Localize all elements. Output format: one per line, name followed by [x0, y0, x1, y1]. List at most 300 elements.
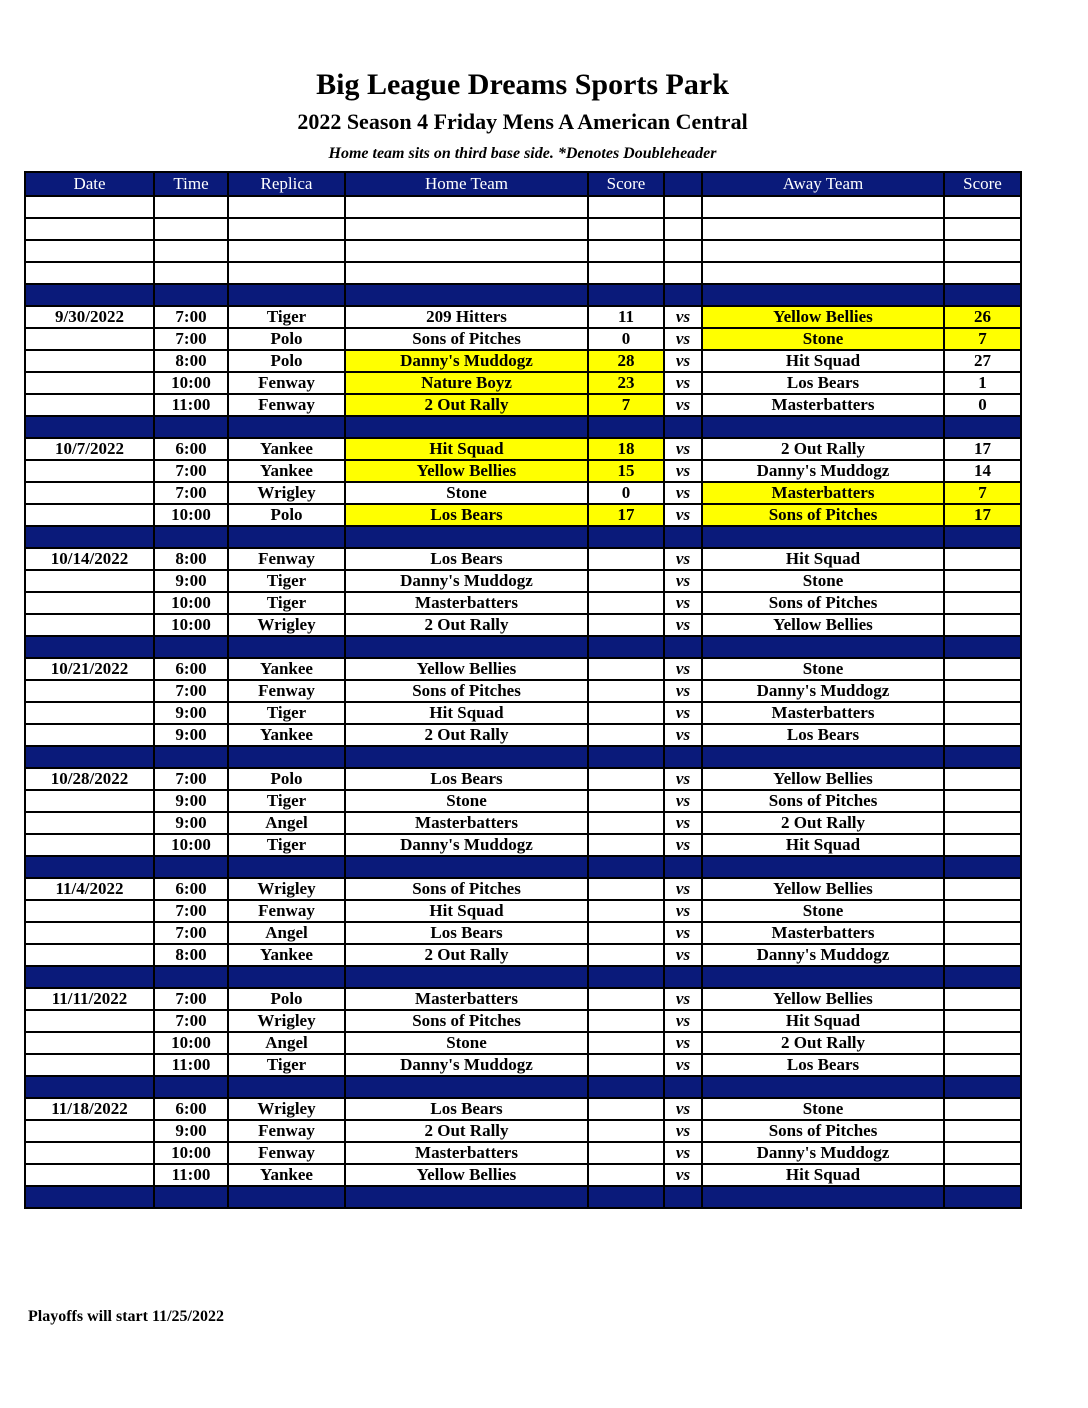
separator-cell	[664, 416, 702, 438]
game-replica: Tiger	[228, 592, 345, 614]
blank-cell	[345, 218, 588, 240]
away-score: 26	[944, 306, 1021, 328]
game-date: 10/14/2022	[25, 548, 154, 570]
separator-cell	[345, 746, 588, 768]
away-score	[944, 768, 1021, 790]
separator-cell	[664, 284, 702, 306]
game-time: 7:00	[154, 328, 228, 350]
game-date	[25, 812, 154, 834]
away-team: Yellow Bellies	[702, 614, 944, 636]
separator-cell	[588, 284, 664, 306]
separator-cell	[588, 966, 664, 988]
home-team: 2 Out Rally	[345, 724, 588, 746]
away-score: 14	[944, 460, 1021, 482]
home-team: Yellow Bellies	[345, 1164, 588, 1186]
separator-cell	[664, 1076, 702, 1098]
separator-cell	[228, 526, 345, 548]
vs-label: vs	[664, 724, 702, 746]
separator-cell	[664, 856, 702, 878]
away-score	[944, 988, 1021, 1010]
home-score: 7	[588, 394, 664, 416]
game-row	[25, 1120, 1021, 1142]
game-time: 11:00	[154, 1164, 228, 1186]
separator-cell	[25, 1076, 154, 1098]
away-score	[944, 724, 1021, 746]
separator-cell	[228, 746, 345, 768]
game-row	[25, 790, 1021, 812]
game-row	[25, 812, 1021, 834]
blank-cell	[345, 262, 588, 284]
vs-label: vs	[664, 394, 702, 416]
away-score: 7	[944, 482, 1021, 504]
schedule-table	[24, 171, 1022, 1209]
game-row	[25, 504, 1021, 526]
separator-cell	[25, 636, 154, 658]
home-score: 18	[588, 438, 664, 460]
separator-cell	[228, 966, 345, 988]
blank-cell	[228, 240, 345, 262]
col-header-away-score: Score	[944, 172, 1021, 196]
game-date	[25, 350, 154, 372]
game-date: 11/4/2022	[25, 878, 154, 900]
separator-cell	[588, 416, 664, 438]
separator-cell	[588, 746, 664, 768]
home-score	[588, 790, 664, 812]
game-time: 10:00	[154, 592, 228, 614]
separator-cell	[25, 416, 154, 438]
home-team: Los Bears	[345, 1098, 588, 1120]
separator-cell	[664, 636, 702, 658]
game-row	[25, 768, 1021, 790]
game-replica: Polo	[228, 768, 345, 790]
separator-cell	[702, 856, 944, 878]
separator-cell	[702, 1076, 944, 1098]
vs-label: vs	[664, 306, 702, 328]
home-score: 15	[588, 460, 664, 482]
away-score	[944, 702, 1021, 724]
separator-cell	[25, 966, 154, 988]
game-time: 9:00	[154, 1120, 228, 1142]
game-time: 7:00	[154, 306, 228, 328]
away-team: Danny's Muddogz	[702, 460, 944, 482]
separator-cell	[944, 1076, 1021, 1098]
game-time: 6:00	[154, 878, 228, 900]
game-row	[25, 1054, 1021, 1076]
away-team: Masterbatters	[702, 922, 944, 944]
game-date: 10/21/2022	[25, 658, 154, 680]
game-replica: Wrigley	[228, 482, 345, 504]
away-team: Danny's Muddogz	[702, 1142, 944, 1164]
game-time: 7:00	[154, 768, 228, 790]
game-replica: Yankee	[228, 724, 345, 746]
game-time: 7:00	[154, 900, 228, 922]
blank-cell	[588, 196, 664, 218]
separator-cell	[345, 856, 588, 878]
vs-label: vs	[664, 570, 702, 592]
vs-label: vs	[664, 834, 702, 856]
home-score	[588, 570, 664, 592]
home-team: Masterbatters	[345, 988, 588, 1010]
home-team: Stone	[345, 790, 588, 812]
game-date	[25, 1142, 154, 1164]
home-score	[588, 878, 664, 900]
home-team: Danny's Muddogz	[345, 350, 588, 372]
game-row	[25, 372, 1021, 394]
game-date	[25, 922, 154, 944]
away-score	[944, 900, 1021, 922]
separator-cell	[154, 636, 228, 658]
blank-cell	[588, 218, 664, 240]
home-score	[588, 548, 664, 570]
home-team: 209 Hitters	[345, 306, 588, 328]
away-score: 7	[944, 328, 1021, 350]
away-score	[944, 1164, 1021, 1186]
game-replica: Wrigley	[228, 1010, 345, 1032]
vs-label: vs	[664, 548, 702, 570]
game-replica: Angel	[228, 1032, 345, 1054]
separator-cell	[664, 746, 702, 768]
game-time: 10:00	[154, 1032, 228, 1054]
game-time: 9:00	[154, 790, 228, 812]
game-row	[25, 438, 1021, 460]
game-row	[25, 702, 1021, 724]
blank-cell	[664, 196, 702, 218]
blank-cell	[25, 196, 154, 218]
home-team: Masterbatters	[345, 812, 588, 834]
blank-cell	[702, 262, 944, 284]
week-separator	[25, 746, 1021, 768]
home-team: Masterbatters	[345, 592, 588, 614]
page-title: Big League Dreams Sports Park	[316, 68, 729, 101]
home-team: Los Bears	[345, 922, 588, 944]
separator-cell	[345, 636, 588, 658]
away-score	[944, 680, 1021, 702]
game-date: 11/11/2022	[25, 988, 154, 1010]
game-time: 8:00	[154, 944, 228, 966]
vs-label: vs	[664, 614, 702, 636]
game-row	[25, 548, 1021, 570]
separator-cell	[702, 636, 944, 658]
col-header-time: Time	[154, 172, 228, 196]
away-team: Sons of Pitches	[702, 504, 944, 526]
away-team: Yellow Bellies	[702, 878, 944, 900]
blank-cell	[154, 196, 228, 218]
schedule-note: Home team sits on third base side. *Denotes Doubleheader	[328, 145, 717, 162]
home-team: Los Bears	[345, 768, 588, 790]
game-replica: Polo	[228, 504, 345, 526]
separator-cell	[345, 416, 588, 438]
blank-cell	[664, 240, 702, 262]
home-score	[588, 768, 664, 790]
game-date	[25, 1164, 154, 1186]
separator-cell	[25, 526, 154, 548]
game-row	[25, 328, 1021, 350]
away-team: Sons of Pitches	[702, 1120, 944, 1142]
blank-row	[25, 262, 1021, 284]
vs-label: vs	[664, 988, 702, 1010]
game-date	[25, 504, 154, 526]
game-time: 8:00	[154, 350, 228, 372]
blank-cell	[702, 196, 944, 218]
separator-cell	[154, 856, 228, 878]
vs-label: vs	[664, 922, 702, 944]
game-date: 11/18/2022	[25, 1098, 154, 1120]
game-replica: Yankee	[228, 944, 345, 966]
game-replica: Wrigley	[228, 878, 345, 900]
away-score	[944, 592, 1021, 614]
home-score	[588, 988, 664, 1010]
blank-row	[25, 196, 1021, 218]
game-date	[25, 1032, 154, 1054]
vs-label: vs	[664, 1032, 702, 1054]
game-replica: Fenway	[228, 372, 345, 394]
vs-label: vs	[664, 658, 702, 680]
blank-cell	[228, 262, 345, 284]
page-subtitle: 2022 Season 4 Friday Mens A American Central	[297, 109, 748, 134]
game-replica: Polo	[228, 988, 345, 1010]
game-replica: Yankee	[228, 460, 345, 482]
away-team: 2 Out Rally	[702, 438, 944, 460]
away-score	[944, 1054, 1021, 1076]
game-row	[25, 1142, 1021, 1164]
game-time: 6:00	[154, 658, 228, 680]
blank-cell	[588, 262, 664, 284]
game-row	[25, 922, 1021, 944]
game-date	[25, 900, 154, 922]
week-separator	[25, 1076, 1021, 1098]
game-time: 11:00	[154, 394, 228, 416]
game-row	[25, 394, 1021, 416]
vs-label: vs	[664, 482, 702, 504]
home-team: Masterbatters	[345, 1142, 588, 1164]
separator-cell	[944, 284, 1021, 306]
game-time: 10:00	[154, 372, 228, 394]
blank-cell	[944, 218, 1021, 240]
vs-label: vs	[664, 504, 702, 526]
game-time: 7:00	[154, 680, 228, 702]
separator-cell	[702, 966, 944, 988]
separator-cell	[228, 416, 345, 438]
blank-cell	[588, 240, 664, 262]
separator-cell	[154, 1186, 228, 1208]
home-team: Hit Squad	[345, 702, 588, 724]
game-time: 9:00	[154, 724, 228, 746]
vs-label: vs	[664, 812, 702, 834]
separator-cell	[702, 746, 944, 768]
home-team: Hit Squad	[345, 438, 588, 460]
game-replica: Yankee	[228, 438, 345, 460]
away-team: Stone	[702, 900, 944, 922]
vs-label: vs	[664, 438, 702, 460]
game-time: 10:00	[154, 1142, 228, 1164]
game-replica: Wrigley	[228, 1098, 345, 1120]
home-score	[588, 812, 664, 834]
blank-cell	[228, 218, 345, 240]
home-score: 17	[588, 504, 664, 526]
home-score	[588, 922, 664, 944]
col-header-replica: Replica	[228, 172, 345, 196]
col-header-home-score: Score	[588, 172, 664, 196]
blank-cell	[228, 196, 345, 218]
game-replica: Tiger	[228, 702, 345, 724]
week-separator	[25, 636, 1021, 658]
away-team: Masterbatters	[702, 702, 944, 724]
vs-label: vs	[664, 460, 702, 482]
home-score	[588, 1054, 664, 1076]
home-score: 28	[588, 350, 664, 372]
away-team: Los Bears	[702, 372, 944, 394]
away-score	[944, 834, 1021, 856]
home-score: 0	[588, 482, 664, 504]
away-team: 2 Out Rally	[702, 1032, 944, 1054]
separator-cell	[702, 416, 944, 438]
away-team: Yellow Bellies	[702, 768, 944, 790]
game-row	[25, 350, 1021, 372]
week-separator	[25, 284, 1021, 306]
away-score	[944, 1010, 1021, 1032]
game-date	[25, 702, 154, 724]
separator-cell	[345, 1186, 588, 1208]
blank-cell	[154, 240, 228, 262]
separator-cell	[944, 416, 1021, 438]
game-time: 11:00	[154, 1054, 228, 1076]
game-date	[25, 570, 154, 592]
game-time: 10:00	[154, 614, 228, 636]
home-score: 23	[588, 372, 664, 394]
separator-cell	[588, 526, 664, 548]
away-score	[944, 658, 1021, 680]
separator-cell	[228, 1186, 345, 1208]
game-row	[25, 1032, 1021, 1054]
home-team: 2 Out Rally	[345, 1120, 588, 1142]
game-time: 6:00	[154, 438, 228, 460]
game-row	[25, 724, 1021, 746]
game-date	[25, 724, 154, 746]
home-team: Sons of Pitches	[345, 680, 588, 702]
game-date	[25, 328, 154, 350]
separator-cell	[664, 1186, 702, 1208]
game-row	[25, 614, 1021, 636]
away-team: Stone	[702, 570, 944, 592]
game-row	[25, 460, 1021, 482]
game-time: 7:00	[154, 1010, 228, 1032]
separator-cell	[588, 856, 664, 878]
game-row	[25, 482, 1021, 504]
away-team: Los Bears	[702, 724, 944, 746]
blank-cell	[944, 262, 1021, 284]
blank-cell	[345, 196, 588, 218]
game-date	[25, 1010, 154, 1032]
blank-row	[25, 218, 1021, 240]
home-team: Stone	[345, 1032, 588, 1054]
home-team: Nature Boyz	[345, 372, 588, 394]
home-score	[588, 1164, 664, 1186]
game-time: 7:00	[154, 922, 228, 944]
away-score	[944, 1098, 1021, 1120]
game-date	[25, 394, 154, 416]
separator-cell	[154, 526, 228, 548]
blank-cell	[25, 218, 154, 240]
game-date	[25, 790, 154, 812]
home-score	[588, 1098, 664, 1120]
game-date	[25, 372, 154, 394]
separator-cell	[345, 526, 588, 548]
home-team: 2 Out Rally	[345, 394, 588, 416]
game-time: 7:00	[154, 460, 228, 482]
game-date: 10/7/2022	[25, 438, 154, 460]
vs-label: vs	[664, 1164, 702, 1186]
home-team: Yellow Bellies	[345, 658, 588, 680]
game-row	[25, 900, 1021, 922]
table-header-row	[25, 172, 1021, 196]
vs-label: vs	[664, 1142, 702, 1164]
separator-cell	[664, 526, 702, 548]
away-team: Hit Squad	[702, 548, 944, 570]
separator-cell	[345, 1076, 588, 1098]
game-time: 7:00	[154, 482, 228, 504]
game-row	[25, 878, 1021, 900]
away-team: Stone	[702, 328, 944, 350]
game-date: 10/28/2022	[25, 768, 154, 790]
game-replica: Angel	[228, 922, 345, 944]
home-team: Sons of Pitches	[345, 1010, 588, 1032]
home-score	[588, 680, 664, 702]
separator-cell	[228, 856, 345, 878]
separator-cell	[154, 966, 228, 988]
blank-cell	[154, 218, 228, 240]
separator-cell	[944, 746, 1021, 768]
week-separator	[25, 1186, 1021, 1208]
home-score: 0	[588, 328, 664, 350]
away-team: Yellow Bellies	[702, 306, 944, 328]
game-row	[25, 988, 1021, 1010]
game-time: 9:00	[154, 812, 228, 834]
game-replica: Fenway	[228, 1142, 345, 1164]
blank-cell	[664, 262, 702, 284]
away-team: Yellow Bellies	[702, 988, 944, 1010]
game-time: 10:00	[154, 834, 228, 856]
vs-label: vs	[664, 768, 702, 790]
home-team: Danny's Muddogz	[345, 570, 588, 592]
game-date	[25, 1120, 154, 1142]
home-score	[588, 1142, 664, 1164]
game-replica: Fenway	[228, 1120, 345, 1142]
away-team: Los Bears	[702, 1054, 944, 1076]
game-replica: Yankee	[228, 658, 345, 680]
game-replica: Fenway	[228, 394, 345, 416]
home-score	[588, 1120, 664, 1142]
game-replica: Polo	[228, 328, 345, 350]
away-score	[944, 614, 1021, 636]
col-header-away-team: Away Team	[702, 172, 944, 196]
away-score	[944, 812, 1021, 834]
game-date	[25, 1054, 154, 1076]
home-team: 2 Out Rally	[345, 614, 588, 636]
col-header-date: Date	[25, 172, 154, 196]
separator-cell	[702, 1186, 944, 1208]
game-replica: Fenway	[228, 900, 345, 922]
away-team: Danny's Muddogz	[702, 944, 944, 966]
vs-label: vs	[664, 900, 702, 922]
home-score	[588, 658, 664, 680]
separator-cell	[664, 966, 702, 988]
game-date	[25, 944, 154, 966]
separator-cell	[944, 526, 1021, 548]
separator-cell	[944, 636, 1021, 658]
game-date	[25, 614, 154, 636]
home-score	[588, 614, 664, 636]
game-date	[25, 482, 154, 504]
